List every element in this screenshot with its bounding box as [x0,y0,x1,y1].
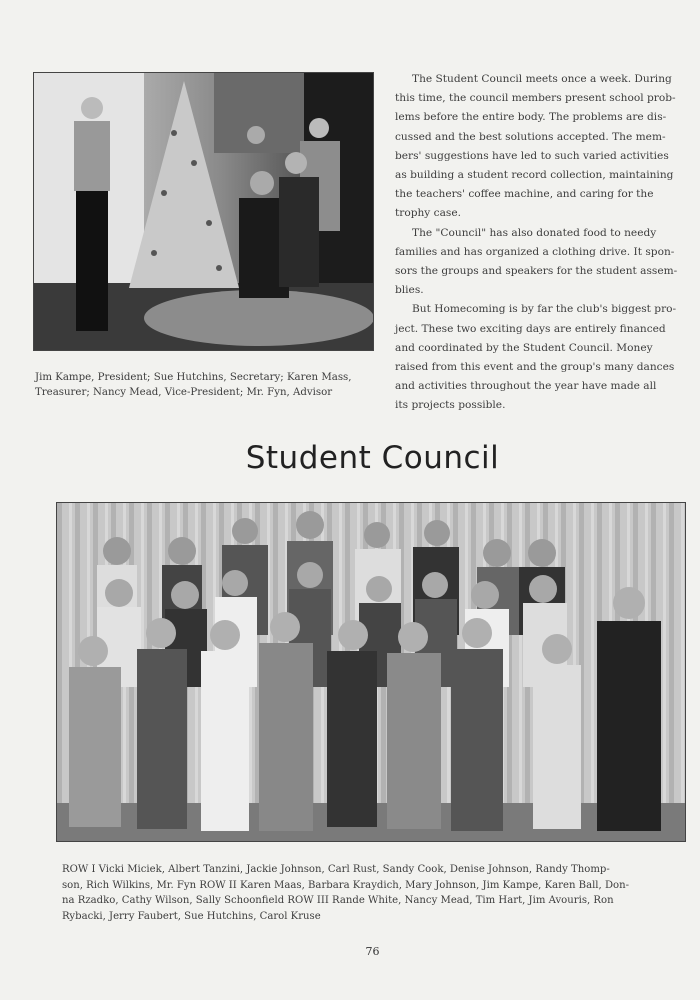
article-body [395,70,690,416]
body-line: ject. These two exciting days are entirely financed [395,322,666,335]
officers-caption [35,370,380,400]
body-line: and coordinated by the Student Council. Money [395,341,653,354]
body-line: the teachers' coffee machine, and caring for the [395,188,654,201]
body-line: families and has organized a clothing drive. It spon- [395,245,675,258]
caption-line: Jim Kampe, President; Sue Hutchins, Secretary; Karen Mass, [35,372,352,383]
body-line: blies. [395,284,424,297]
body-line: and activities throughout the year have made all [395,380,657,393]
body-line: trophy case. [395,207,461,220]
roster-line: na Rzadko, Cathy Wilson, Sally Schoonfield ROW III Rande White, Nancy Mead, Tim Hart, Jim Avouris, Ron [62,895,614,906]
body-line: The "Council" has also donated food to needy [412,226,657,239]
body-line: sors the groups and speakers for the student assem- [395,265,678,278]
body-line: as building a student record collection, maintaining [395,169,674,182]
officers-photo [33,72,374,351]
body-line: this time, the council members present school prob- [395,92,676,105]
roster-line: Rybacki, Jerry Faubert, Sue Hutchins, Carol Kruse [62,910,321,922]
body-line: lems before the entire body. The problems are dis- [395,111,667,124]
group-photo-image [57,503,685,841]
page-title: Student Council [245,440,500,476]
page-number: 76 [365,945,380,958]
body-line: its projects possible. [395,399,506,412]
roster-line: ROW I Vicki Miciek, Albert Tanzini, Jackie Johnson, Carl Rust, Sandy Cook, Denise Johnson, Randy Thomp- [62,864,610,875]
body-line: raised from this event and the group's many dances [395,361,675,374]
roster-caption [62,862,682,924]
caption-line: Treasurer; Nancy Mead, Vice-President; Mr. Fyn, Advisor [35,387,333,398]
roster-line: son, Rich Wilkins, Mr. Fyn ROW II Karen Maas, Barbara Kraydich, Mary Johnson, Jim Kampe, Karen Ball, Don- [62,879,630,891]
group-photo [56,502,686,842]
body-line: The Student Council meets once a week. During [412,73,672,85]
body-line: bers' suggestions have led to such varied activities [395,149,669,162]
body-line: cussed and the best solutions accepted. The mem- [395,130,666,143]
body-line: But Homecoming is by far the club's biggest pro- [412,303,677,316]
officers-photo-image [34,73,373,350]
